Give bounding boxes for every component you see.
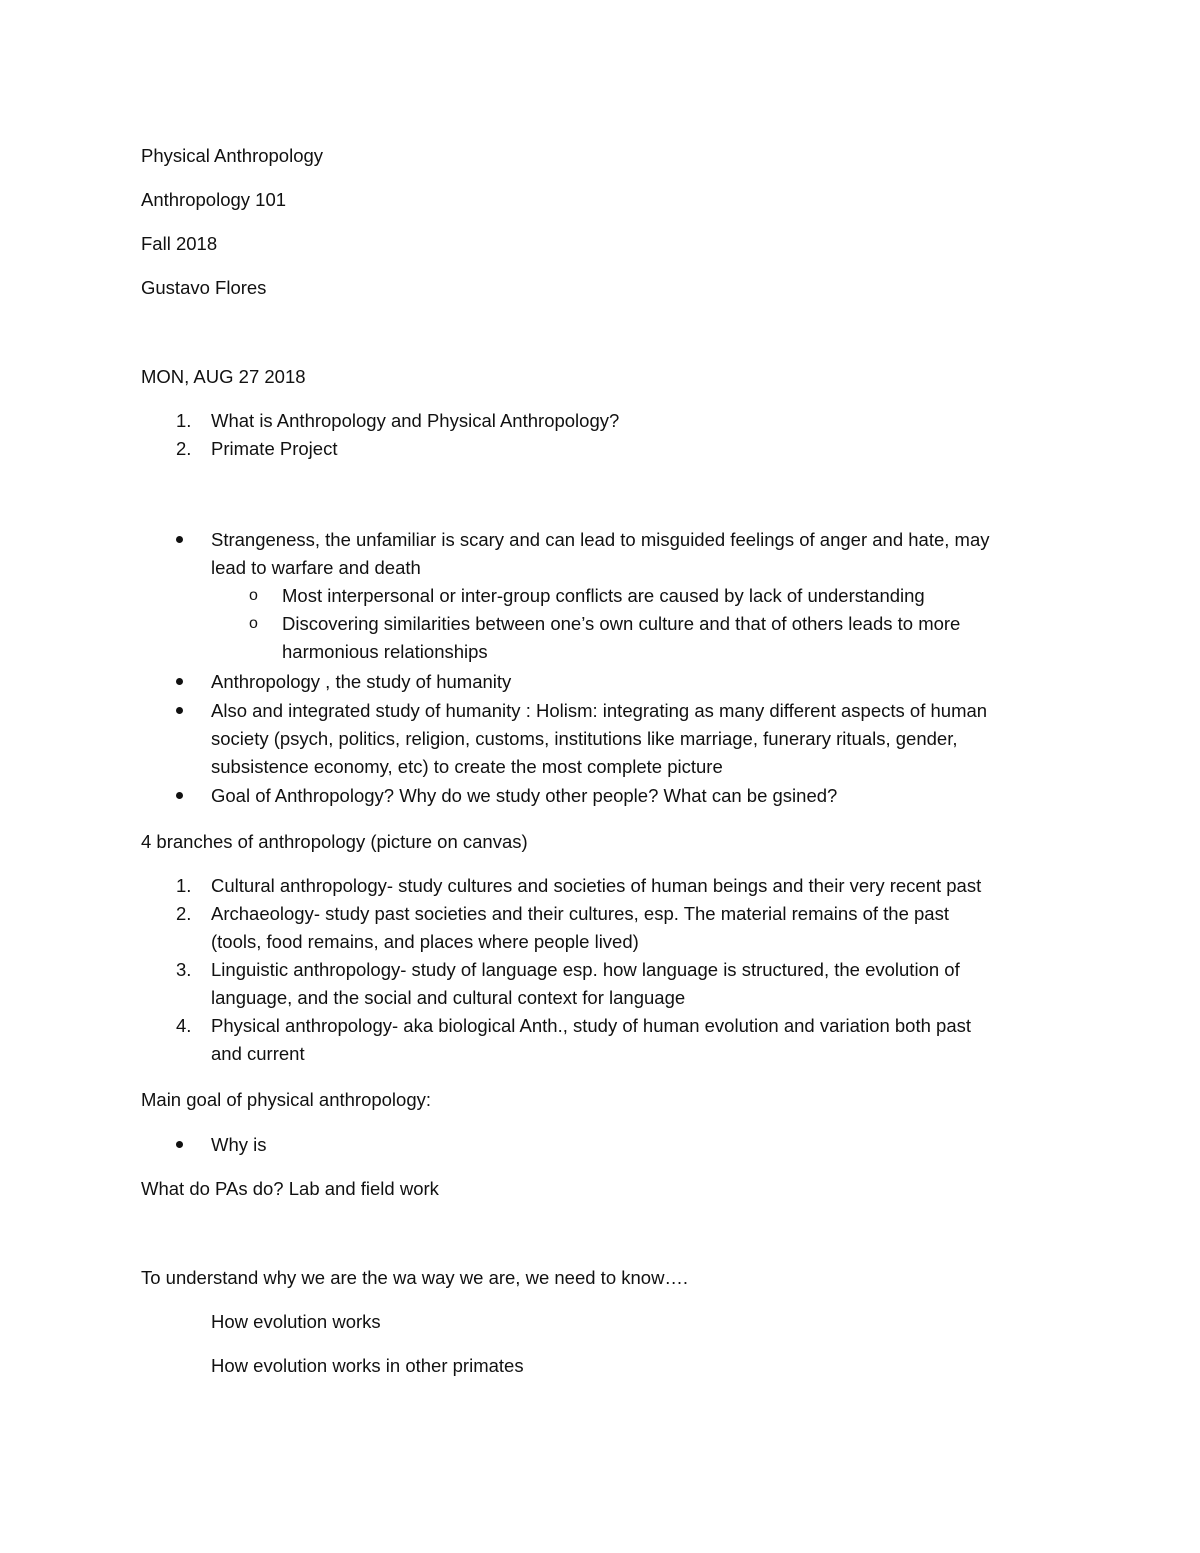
branch-item: Archaeology- study past societies and their cultures, esp. The material remains of the past xyxy=(211,903,949,924)
course-name: Anthropology 101 xyxy=(141,189,287,210)
agenda-item: Primate Project xyxy=(211,438,338,459)
branch-item: Cultural anthropology- study cultures and societies of human beings and their very recent past xyxy=(211,875,982,896)
note-sub-bullet: Most interpersonal or inter-group conflicts are caused by lack of understanding xyxy=(282,585,925,606)
know-item: How evolution works xyxy=(211,1311,381,1332)
branch-number: 4. xyxy=(176,1015,192,1036)
branch-item-continuation: (tools, food remains, and places where people lived) xyxy=(211,931,639,952)
note-bullet-continuation: lead to warfare and death xyxy=(211,557,421,578)
author-name: Gustavo Flores xyxy=(141,277,267,298)
branch-item-continuation: language, and the social and cultural context for language xyxy=(211,987,686,1008)
branch-item: Linguistic anthropology- study of language esp. how language is structured, the evolution of xyxy=(211,959,960,980)
note-sub-bullet-continuation: harmonious relationships xyxy=(282,641,488,662)
what-pas-do: What do PAs do? Lab and field work xyxy=(141,1178,439,1199)
branch-item-continuation: and current xyxy=(211,1043,305,1064)
note-bullet-continuation: society (psych, politics, religion, customs, institutions like marriage, funerary rituals, gender, xyxy=(211,728,958,749)
branches-heading: 4 branches of anthropology (picture on canvas) xyxy=(141,831,528,852)
note-bullet: Goal of Anthropology? Why do we study other people? What can be gsined? xyxy=(211,785,838,806)
bullet-icon xyxy=(176,536,183,543)
agenda-number: 2. xyxy=(176,438,192,459)
lecture-date: MON, AUG 27 2018 xyxy=(141,366,306,387)
bullet-icon xyxy=(176,792,183,799)
bullet-icon xyxy=(176,1141,183,1148)
note-bullet: Strangeness, the unfamiliar is scary and can lead to misguided feelings of anger and hate, may xyxy=(211,529,990,550)
branch-number: 3. xyxy=(176,959,192,980)
sub-bullet-icon: o xyxy=(249,615,258,632)
bullet-icon xyxy=(176,678,183,685)
bullet-icon xyxy=(176,707,183,714)
agenda-number: 1. xyxy=(176,410,192,431)
understand-statement: To understand why we are the wa way we are, we need to know…. xyxy=(141,1267,689,1288)
note-bullet: Also and integrated study of humanity : Holism: integrating as many different aspects of human xyxy=(211,700,988,721)
note-bullet-continuation: subsistence economy, etc) to create the most complete picture xyxy=(211,756,723,777)
note-sub-bullet: Discovering similarities between one’s own culture and that of others leads to more xyxy=(282,613,961,634)
main-goal-heading: Main goal of physical anthropology: xyxy=(141,1089,432,1110)
sub-bullet-icon: o xyxy=(249,587,258,604)
agenda-item: What is Anthropology and Physical Anthropology? xyxy=(211,410,620,431)
branch-number: 1. xyxy=(176,875,192,896)
term: Fall 2018 xyxy=(141,233,218,254)
branch-item: Physical anthropology- aka biological Anth., study of human evolution and variation both past xyxy=(211,1015,972,1036)
note-bullet: Why is xyxy=(211,1134,267,1155)
know-item: How evolution works in other primates xyxy=(211,1355,524,1376)
doc-title: Physical Anthropology xyxy=(141,145,324,166)
branch-number: 2. xyxy=(176,903,192,924)
note-bullet: Anthropology , the study of humanity xyxy=(211,671,512,692)
